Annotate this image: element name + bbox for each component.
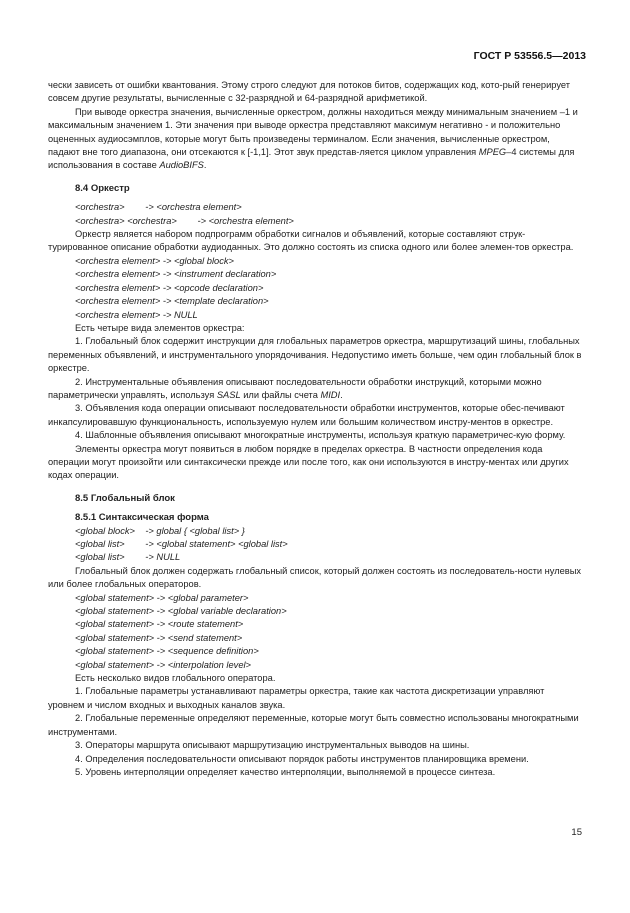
list-item: 2. Инструментальные объявления описывают последовательности обработки инструкций, которыми можно параметрически управлять, используя SASL или файлы счета MIDI.: [48, 376, 542, 400]
list-item: 2. Глобальные переменные определяют переменные, которые могут быть совместно использованы многократными инструментами.: [48, 713, 579, 737]
standard-number: ГОСТ Р 53556.5—2013: [473, 50, 586, 62]
text-italic: AudioBIFS: [159, 160, 204, 171]
grammar-rule: <orchestra element> -> NULL: [75, 309, 198, 320]
grammar-rule: <global list> -> NULL: [75, 552, 181, 563]
list-item: 1. Глобальные параметры устанавливают параметры оркестра, такие как частота дискретизации управляют уровнем и числом входных и выходных каналов звука.: [48, 686, 545, 710]
list-item: 3. Операторы маршрута описывают маршрутизацию инструментальных выводов на шины.: [75, 740, 470, 751]
page-number: 15: [571, 827, 582, 838]
grammar-rule: <global statement> -> <send statement>: [75, 632, 243, 643]
grammar-rules: [48, 201, 582, 228]
text: При выводе оркестра значения, вычисленные оркестром, должны находиться между минимальным значением –1 и максимальным значением 1. Эти значения при выводе оркестра представляют максимум негативно - и положительно оцененных аудиосэмплов, которые могут быть произведены терминалом. Если значения, вычисленные оркестром, падают вне того диапазона, они отсекаются к [-1,1]. Этот звук представ-ляется циклом управления: [48, 106, 578, 158]
page-content: [48, 79, 582, 779]
paragraph: Элементы оркестра могут появиться в любом порядке в пределах оркестра. В частности определения кода операции могут произойти или синтаксически прежде или после того, как они используются в инстру-ментах или других кодах операции.: [48, 443, 569, 481]
paragraph: [48, 106, 582, 173]
list-item: 3. Объявления кода операции описывают последовательности обработки инструментов, которые обес-печивают инкапсулировавшую функциональность, используемую нулем или большим количеством инстру-ментов в оркестре.: [48, 403, 565, 427]
grammar-rule: <orchestra> <orchestra> -> <orchestra element>: [75, 215, 294, 226]
paragraph: Оркестр является набором подпрограмм обработки сигналов и объявлений, которые составляют струк-турированное описание обработки аудиоданных. Это должно состоять из списка одного или более элемен-тов оркестра.: [48, 229, 574, 253]
list-item: 5. Уровень интерполяции определяет качество интерполяции, выполняемой в процессе синтеза.: [75, 766, 496, 777]
paragraph: Глобальный блок должен содержать глобальный список, который должен состоять из последователь-ности нулевых или более глобальных операторов.: [48, 565, 582, 590]
grammar-rule: <global statement> -> <global variable declaration>: [75, 606, 287, 617]
grammar-rule: <orchestra element> -> <opcode declaration>: [75, 282, 264, 293]
grammar-rule: <global statement> -> <interpolation level>: [75, 659, 251, 670]
paragraph: чески зависеть от ошибки квантования. Этому строго следуют для потоков битов, содержащих код, кото-рый генерирует совсем другие результаты, вычисленные с 32-разрядной и 64-разрядной арифметикой.: [48, 80, 570, 104]
section-heading: 8.5 Глобальный блок: [75, 492, 175, 504]
list-item: 4. Шаблонные объявления описывают многократные инструменты, используя краткую параметричес-кую форму.: [75, 430, 566, 441]
section-heading: 8.4 Оркестр: [75, 182, 130, 194]
text: –4 системы для использования в составе: [48, 147, 575, 171]
grammar-rule: <global statement> -> <global parameter>: [75, 592, 249, 603]
paragraph: Есть несколько видов глобального оператора.: [75, 673, 276, 684]
grammar-rule: <orchestra> -> <orchestra element>: [75, 202, 242, 213]
text-italic: MPEG: [478, 147, 507, 158]
grammar-rule: <global statement> -> <route statement>: [75, 619, 244, 630]
subsection-heading: 8.5.1 Синтаксическая форма: [75, 512, 209, 524]
list-item: 4. Определения последовательности описывают порядок работы инструментов планировщика времени.: [75, 753, 529, 764]
grammar-rule: <orchestra element> -> <global block>: [75, 255, 234, 266]
grammar-rule: <orchestra element> -> <instrument declaration>: [75, 269, 277, 280]
paragraph: Есть четыре вида элементов оркестра:: [75, 322, 245, 333]
grammar-rule: <global list> -> <global statement> <global list>: [75, 539, 288, 549]
grammar-rule: <global statement> -> <sequence definition>: [75, 646, 259, 657]
grammar-rule: <global block> -> global { <global list> }: [75, 525, 245, 536]
list-item: 1. Глобальный блок содержит инструкции для глобальных параметров оркестра, маршрутизаций шины, глобальных переменных объявлений, и инструментального упорядочивания. Недопустимо иметь больше, чем один глобальный блок в оркестре.: [48, 336, 582, 374]
text: .: [203, 160, 207, 171]
grammar-rule: <orchestra element> -> <template declaration>: [75, 296, 269, 307]
